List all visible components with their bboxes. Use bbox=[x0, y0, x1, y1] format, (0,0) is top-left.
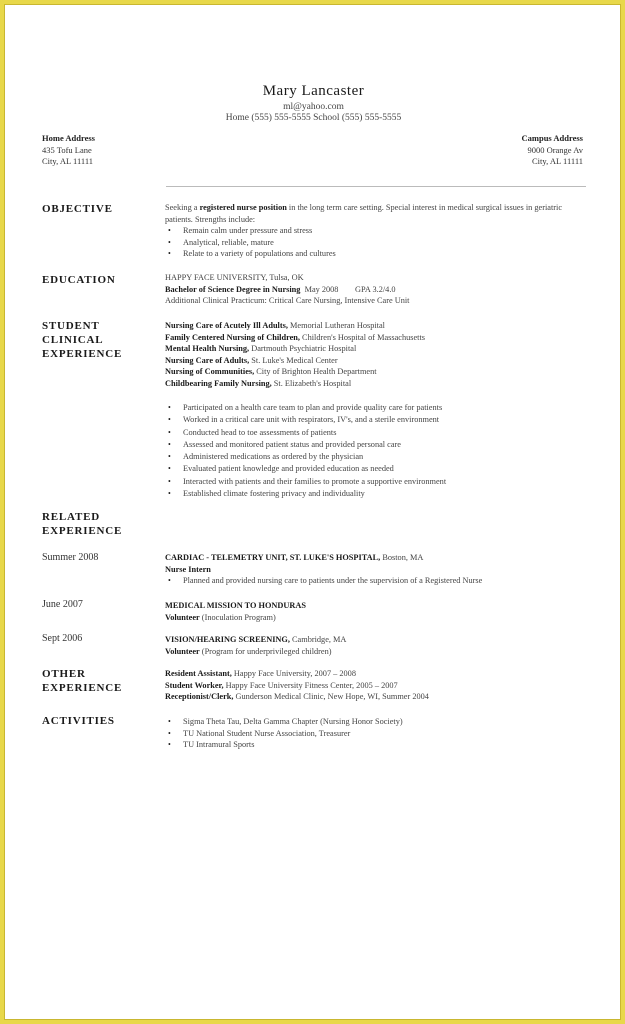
other-title: Resident Assistant, bbox=[165, 669, 232, 678]
list-item: • Evaluated patient knowledge and provided education as needed bbox=[165, 463, 590, 475]
campus-address-line2: City, AL 11111 bbox=[532, 156, 583, 166]
related-entry bbox=[165, 634, 590, 657]
related-heading-line: RELATED bbox=[42, 511, 100, 523]
home-address-heading: Home Address bbox=[42, 133, 95, 143]
other-heading-line: EXPERIENCE bbox=[42, 682, 123, 694]
activities-heading: ACTIVITIES bbox=[42, 715, 115, 727]
list-item: • Assessed and monitored patient status and provided personal care bbox=[165, 439, 590, 451]
rotation-item bbox=[165, 320, 590, 332]
rotation-item bbox=[165, 366, 590, 378]
related-entry bbox=[165, 600, 590, 623]
clinical-duties bbox=[165, 402, 590, 500]
education-degree: Bachelor of Science Degree in Nursing bbox=[165, 284, 301, 294]
other-title: Receptionist/Clerk, bbox=[165, 692, 234, 702]
objective-post: in the long term care setting. Special interest in medical surgical issues in geriatric patients. Strengths include: bbox=[165, 203, 563, 224]
related-org: CARDIAC - TELEMETRY UNIT, ST. LUKE'S HOSPITAL, bbox=[165, 553, 381, 562]
education-school: HAPPY FACE UNIVERSITY, Tulsa, OK bbox=[165, 273, 304, 282]
list-item: • Administered medications as ordered by the physician bbox=[165, 451, 590, 463]
list-item: • Established climate fostering privacy and individuality bbox=[165, 488, 590, 500]
related-org-line bbox=[165, 600, 590, 612]
education-degree-line bbox=[165, 284, 590, 296]
rotation-title: Childbearing Family Nursing, bbox=[165, 378, 272, 388]
email: ml@yahoo.com bbox=[283, 102, 344, 112]
clinical-heading-line: EXPERIENCE bbox=[42, 348, 123, 360]
phone-numbers: Home (555) 555-5555 School (555) 555-5555 bbox=[225, 113, 402, 123]
rotation-place: St. Elizabeth's Hospital bbox=[271, 378, 352, 388]
list-item: • Remain calm under pressure and stress bbox=[165, 225, 590, 237]
clinical-heading-line: CLINICAL bbox=[42, 334, 104, 346]
other-entry bbox=[165, 691, 590, 703]
other-entry bbox=[165, 668, 590, 680]
rotation-place: Memorial Lutheran Hospital bbox=[287, 321, 385, 330]
resume-page bbox=[4, 4, 621, 1020]
related-location: Cambridge, MA bbox=[289, 635, 347, 644]
objective-bold: registered nurse position bbox=[199, 203, 287, 212]
clinical-heading bbox=[42, 319, 122, 361]
related-org-line bbox=[165, 634, 590, 646]
list-item: • Participated on a health care team to plan and provide quality care for patients bbox=[165, 402, 590, 414]
related-org: MEDICAL MISSION TO HONDURAS bbox=[165, 601, 306, 610]
other-heading-line: OTHER bbox=[42, 668, 86, 680]
campus-address bbox=[522, 133, 584, 168]
related-heading-line: EXPERIENCE bbox=[42, 525, 123, 537]
other-detail: Happy Face University, 2007 – 2008 bbox=[231, 669, 356, 678]
related-role-detail: (Program for underprivileged children) bbox=[199, 646, 332, 656]
home-address-line1: 435 Tofu Lane bbox=[42, 144, 92, 155]
other-entry bbox=[165, 680, 590, 692]
home-address bbox=[42, 133, 95, 168]
rotation-place: St. Luke's Medical Center bbox=[249, 355, 338, 365]
related-location: Boston, MA bbox=[380, 553, 424, 562]
rotation-title: Mental Health Nursing, bbox=[165, 344, 250, 354]
rotation-item bbox=[165, 355, 590, 367]
related-entry bbox=[165, 552, 590, 587]
campus-address-line1: 9000 Orange Av bbox=[527, 144, 583, 155]
objective-text bbox=[165, 202, 590, 225]
related-role: Volunteer bbox=[165, 646, 200, 656]
list-item: • Relate to a variety of populations and cultures bbox=[165, 248, 590, 260]
list-item: • Sigma Theta Tau, Delta Gamma Chapter (Nursing Honor Society) bbox=[165, 716, 590, 728]
rotation-title: Family Centered Nursing of Children, bbox=[165, 332, 300, 342]
related-role-detail: (Inoculation Program) bbox=[199, 612, 276, 622]
list-item: • TU Intramural Sports bbox=[165, 739, 590, 751]
related-role: Nurse Intern bbox=[165, 564, 211, 574]
related-role-line bbox=[165, 612, 590, 624]
related-date: June 2007 bbox=[42, 599, 83, 610]
campus-address-heading: Campus Address bbox=[521, 133, 583, 143]
list-item: • Worked in a critical care unit with respirators, IV's, and a sterile environment bbox=[165, 414, 590, 426]
related-role-line bbox=[165, 646, 590, 658]
header-divider bbox=[166, 186, 586, 187]
education-block bbox=[165, 272, 590, 307]
list-item: • Interacted with patients and their families to promote a supportive environment bbox=[165, 476, 590, 488]
education-heading: EDUCATION bbox=[42, 274, 116, 286]
candidate-name: Mary Lancaster bbox=[262, 83, 365, 99]
education-additional: Additional Clinical Practicum: Critical Care Nursing, Intensive Care Unit bbox=[165, 296, 410, 306]
activities-list bbox=[165, 716, 590, 751]
education-degree-info: May 2008 GPA 3.2/4.0 bbox=[300, 284, 396, 294]
rotation-item bbox=[165, 343, 590, 355]
rotation-item bbox=[165, 378, 590, 390]
list-item: • Conducted head to toe assessments of patients bbox=[165, 427, 590, 439]
related-role-line bbox=[165, 564, 590, 576]
rotation-place: Dartmouth Psychiatric Hospital bbox=[249, 344, 357, 354]
other-entries bbox=[165, 668, 590, 703]
list-item: • Planned and provided nursing care to patients under the supervision of a Registered Nurse bbox=[165, 575, 590, 587]
rotation-title: Nursing Care of Adults, bbox=[165, 355, 250, 365]
home-address-line2: City, AL 11111 bbox=[42, 156, 93, 166]
related-org: VISION/HEARING SCREENING, bbox=[165, 635, 290, 644]
rotation-title: Nursing of Communities, bbox=[165, 367, 255, 377]
clinical-rotations bbox=[165, 320, 590, 390]
other-title: Student Worker, bbox=[165, 680, 224, 690]
list-item: • Analytical, reliable, mature bbox=[165, 237, 590, 249]
rotation-place: Children's Hospital of Massachusetts bbox=[299, 332, 425, 342]
other-detail: Gunderson Medical Clinic, New Hope, WI, Summer 2004 bbox=[233, 692, 429, 702]
objective-pre: Seeking a bbox=[165, 203, 200, 212]
related-date: Summer 2008 bbox=[42, 552, 99, 563]
objective-heading: OBJECTIVE bbox=[42, 203, 113, 215]
list-item: • TU National Student Nurse Association, Treasurer bbox=[165, 728, 590, 740]
objective-block bbox=[165, 202, 590, 260]
related-heading bbox=[42, 510, 122, 538]
rotation-item bbox=[165, 332, 590, 344]
rotation-title: Nursing Care of Acutely Ill Adults, bbox=[165, 321, 288, 330]
other-heading bbox=[42, 667, 122, 695]
other-detail: Happy Face University Fitness Center, 2005 – 2007 bbox=[223, 680, 398, 690]
rotation-place: City of Brighton Health Department bbox=[254, 367, 377, 377]
clinical-heading-line: STUDENT bbox=[42, 320, 100, 332]
related-date: Sept 2006 bbox=[42, 633, 83, 644]
related-role: Volunteer bbox=[165, 612, 200, 622]
related-org-line bbox=[165, 552, 590, 564]
